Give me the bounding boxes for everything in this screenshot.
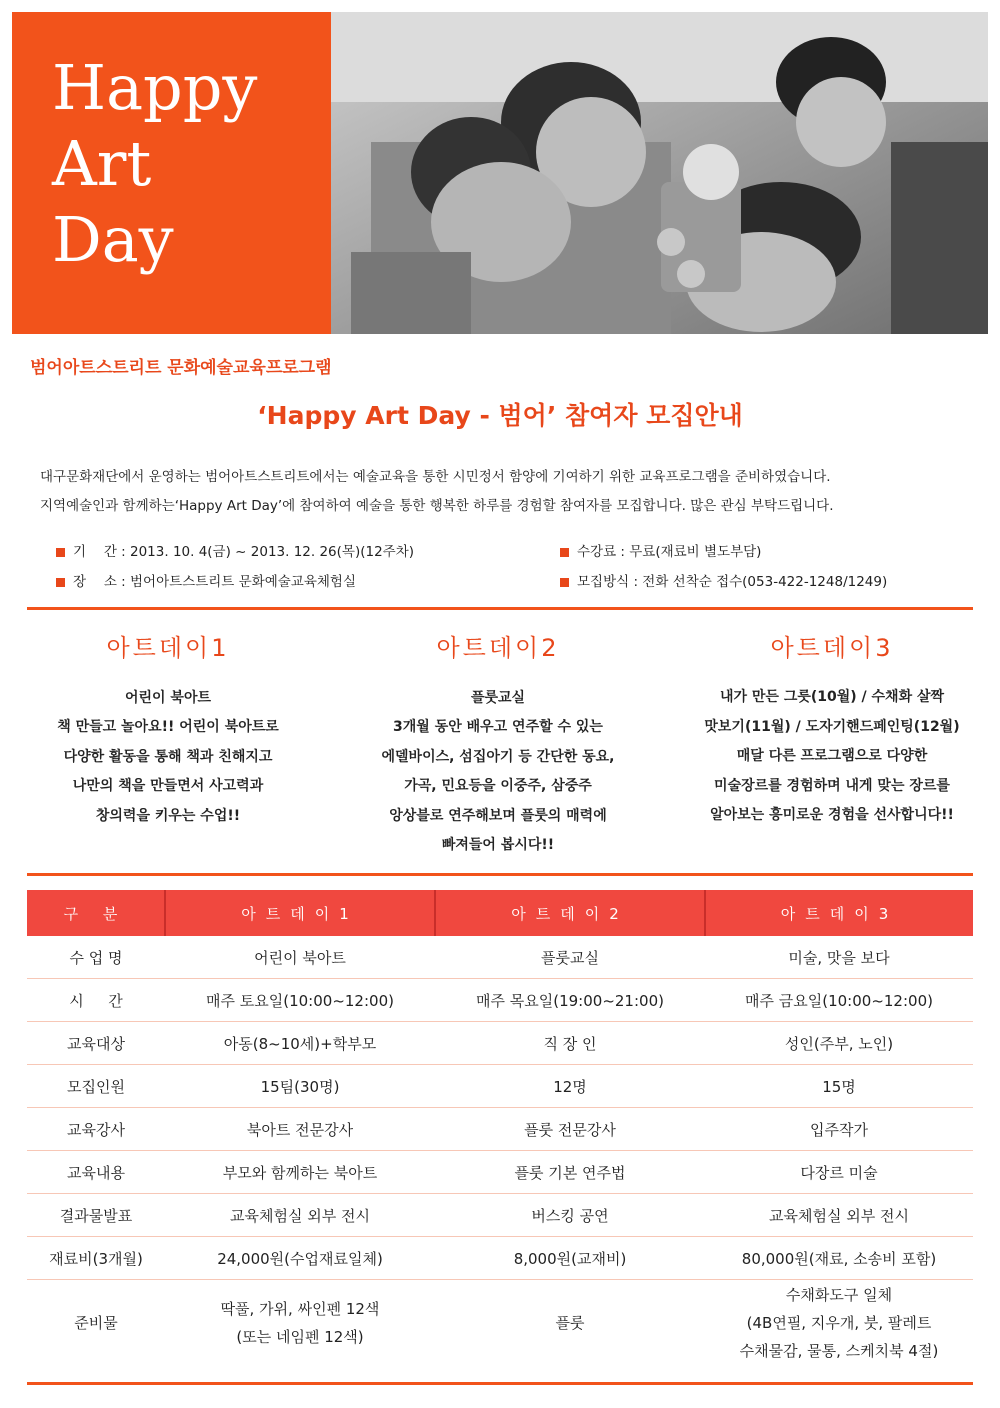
page-title: ‘Happy Art Day - 범어’ 참여자 모집안내: [257, 401, 743, 430]
hero-title-line: Art: [52, 127, 152, 200]
table-cell: 24,000원(수업재료일체): [165, 1237, 435, 1280]
square-bullet-icon: [56, 548, 65, 557]
table-cell: 다장르 미술: [705, 1151, 973, 1194]
cell-line: (또는 네임펜 12색): [236, 1327, 364, 1346]
table-cell: 버스킹 공연: [435, 1194, 705, 1237]
table-row: [27, 1237, 973, 1280]
table-cell: [705, 1280, 973, 1366]
art-day-heading: 아트데이2: [436, 634, 560, 662]
art-day-desc: 다양한 활동을 통해 책과 친해지고: [63, 748, 273, 765]
table-row: [27, 1280, 973, 1366]
art-day-3: [672, 628, 992, 831]
row-label: 재료비(3개월): [27, 1237, 165, 1280]
square-bullet-icon: [560, 548, 569, 557]
art-day-title: 어린이 북아트: [124, 690, 212, 706]
hero-banner: [12, 12, 988, 334]
cell-line: (4B연필, 지우개, 붓, 팔레트: [746, 1313, 932, 1332]
table-row: [27, 1194, 973, 1237]
art-day-desc: 미술장르를 경험하며 내게 맞는 장르를: [714, 777, 950, 794]
cell-line: 딱풀, 가위, 싸인펜 12색: [220, 1299, 380, 1318]
row-label: 모집인원: [27, 1065, 165, 1108]
row-label: 교육내용: [27, 1151, 165, 1194]
table-row: [27, 1108, 973, 1151]
hero-title-line: Happy: [52, 51, 258, 124]
table-cell: 입주작가: [705, 1108, 973, 1151]
row-label: 준비물: [74, 1313, 118, 1332]
info-right: [560, 537, 887, 597]
art-day-desc: 에델바이스, 섬집아기 등 간단한 동요,: [381, 748, 615, 765]
row-label: 교육대상: [27, 1022, 165, 1065]
table-cell: 80,000원(재료, 소송비 포함): [705, 1237, 973, 1280]
table-header: 구 분: [27, 890, 165, 936]
info-period: 기 간 : 2013. 10. 4(금) ~ 2013. 12. 26(목)(12주차): [73, 544, 415, 560]
art-day-heading: 아트데이3: [770, 634, 894, 662]
table-cell: 플룻교실: [435, 936, 705, 979]
row-label: 수 업 명: [27, 936, 165, 979]
cell-line: 수채화도구 일체: [785, 1285, 893, 1304]
cell-line: 수채물감, 물통, 스케치북 4절): [739, 1341, 939, 1360]
square-bullet-icon: [56, 578, 65, 587]
art-day-desc: 매달 다른 프로그램으로 다양한: [736, 748, 928, 764]
art-day-desc: 내가 만든 그릇(10월) / 수채화 살짝: [719, 689, 945, 705]
info-left: [56, 537, 414, 597]
table-cell: 15팀(30명): [165, 1065, 435, 1108]
square-bullet-icon: [560, 578, 569, 587]
hero-title-block: [12, 12, 331, 334]
art-day-desc: 빠져들어 봅시다!!: [441, 837, 555, 853]
table-cell: 12명: [435, 1065, 705, 1108]
art-day-desc: 창의력을 키우는 수업!!: [95, 807, 241, 824]
divider: [27, 873, 973, 876]
table-header: 아트데이3: [705, 890, 973, 936]
info-method: 모집방식 : 전화 선착순 접수(053-422-1248/1249): [577, 574, 888, 590]
art-day-title: 플룻교실: [470, 690, 526, 706]
art-day-desc: 앙상블로 연주해보며 플룻의 매력에: [389, 807, 607, 824]
art-day-desc: 책 만들고 놀아요!! 어린이 북아트로: [57, 719, 279, 735]
schedule-table: [27, 890, 973, 1365]
row-label: 교육강사: [27, 1108, 165, 1151]
table-row: [27, 1151, 973, 1194]
info-place: 장 소 : 범어아트스트리트 문화예술교육체험실: [73, 574, 356, 590]
children-painting-photo-icon: [331, 12, 988, 334]
art-day-1: [8, 628, 328, 831]
table-cell: 교육체험실 외부 전시: [165, 1194, 435, 1237]
table-row: [27, 936, 973, 979]
table-cell: 교육체험실 외부 전시: [705, 1194, 973, 1237]
table-row: [27, 1065, 973, 1108]
program-subtitle: 범어아트스트리트 문화예술교육프로그램: [30, 358, 332, 378]
table-cell: 15명: [705, 1065, 973, 1108]
intro-line: 지역예술인과 함께하는‘Happy Art Day’에 참여하여 예술을 통한 행복한 하루를 경험할 참여자를 모집합니다. 많은 관심 부탁드립니다.: [40, 498, 834, 514]
table-row: [27, 1022, 973, 1065]
table-cell: 8,000원(교재비): [435, 1237, 705, 1280]
table-cell: 플룻: [555, 1313, 585, 1332]
table-row: [27, 979, 973, 1022]
divider: [27, 607, 973, 610]
table-header: 아트데이1: [165, 890, 435, 936]
row-label: 시 간: [27, 979, 165, 1022]
divider: [27, 1382, 973, 1385]
table-cell: 플룻 전문강사: [435, 1108, 705, 1151]
hero-title-line: Day: [52, 203, 174, 276]
table-cell: 플룻 기본 연주법: [435, 1151, 705, 1194]
table-cell: [165, 1280, 435, 1366]
art-day-desc: 3개월 동안 배우고 연주할 수 있는: [393, 719, 603, 735]
art-day-desc: 맛보기(11월) / 도자기핸드페인팅(12월): [704, 718, 960, 735]
art-day-heading: 아트데이1: [106, 634, 230, 662]
table-cell: 북아트 전문강사: [165, 1108, 435, 1151]
info-fee: 수강료 : 무료(재료비 별도부담): [577, 544, 762, 560]
art-day-desc: 나만의 책을 만들면서 사고력과: [72, 778, 264, 794]
art-day-desc: 가곡, 민요등을 이중주, 삼중주: [404, 778, 592, 794]
art-day-desc: 알아보는 흥미로운 경험을 선사합니다!!: [710, 807, 954, 823]
table-header-row: [27, 890, 973, 936]
table-cell: 성인(주부, 노인): [705, 1022, 973, 1065]
row-label: 결과물발표: [27, 1194, 165, 1237]
table-cell: 아동(8~10세)+학부모: [165, 1022, 435, 1065]
table-cell: 부모와 함께하는 북아트: [165, 1151, 435, 1194]
intro-line: 대구문화재단에서 운영하는 범어아트스트리트에서는 예술교육을 통한 시민정서 함양에 기여하기 위한 교육프로그램을 준비하였습니다.: [40, 469, 831, 485]
art-day-2: [338, 628, 658, 861]
table-cell: 매주 금요일(10:00~12:00): [705, 979, 973, 1022]
table-cell: 직 장 인: [435, 1022, 705, 1065]
table-cell: 매주 토요일(10:00~12:00): [165, 979, 435, 1022]
table-cell: 매주 목요일(19:00~21:00): [435, 979, 705, 1022]
intro-text: [40, 463, 970, 521]
table-header: 아트데이2: [435, 890, 705, 936]
table-cell: 어린이 북아트: [165, 936, 435, 979]
table-cell: 미술, 맛을 보다: [705, 936, 973, 979]
